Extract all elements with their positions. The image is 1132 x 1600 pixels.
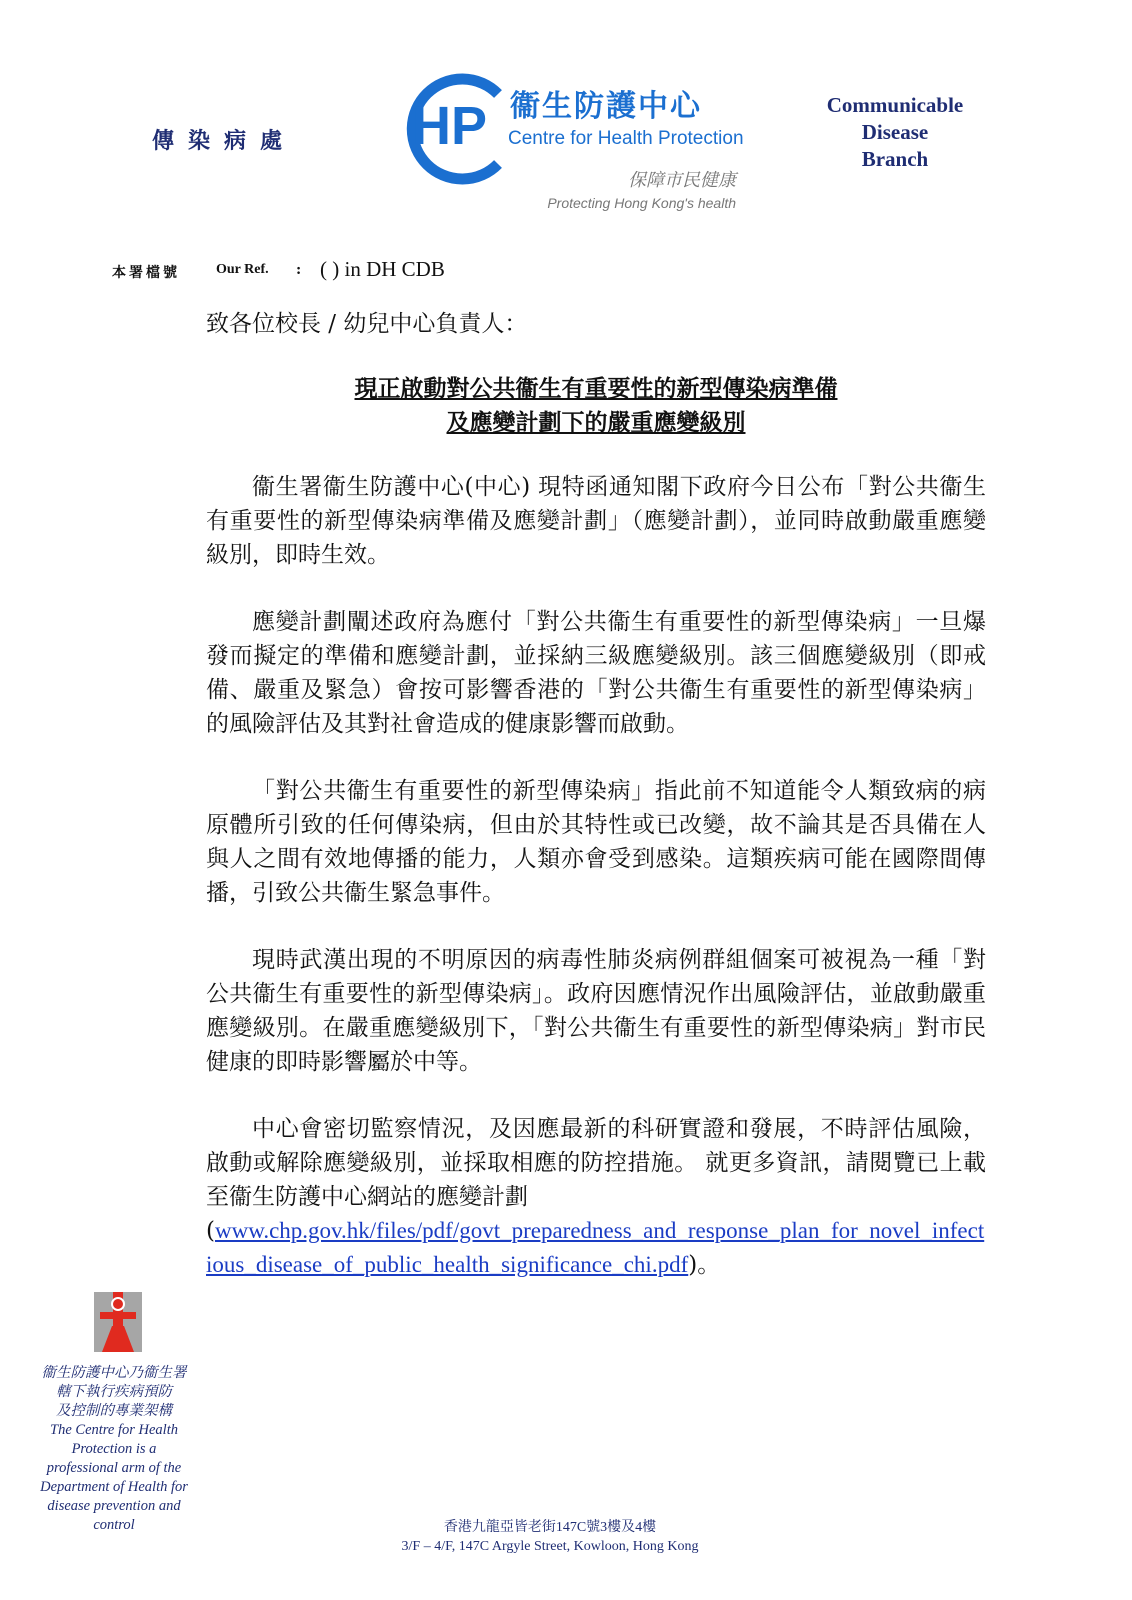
link-close: )。: [688, 1252, 721, 1278]
ref-colon: :: [296, 262, 302, 278]
dh-emblem-icon: [94, 1292, 142, 1352]
logo-slogan-en: Protecting Hong Kong's health: [547, 195, 736, 211]
body-paragraph: 應變計劃闡述政府為應付「對公共衞生有重要性的新型傳染病」一旦爆發而擬定的準備和應變計劃，並採納三級應變級別。該三個應變級別（即戒備、嚴重及緊急）會按可影響香港的「對公共衞生有重要性的新型傳染病」的風險評估及其對社會造成的健康影響而啟動。: [206, 609, 986, 737]
link-open: (: [206, 1218, 215, 1244]
ref-label-en: Our Ref.: [216, 262, 269, 277]
ref-value: ( ) in DH CDB: [320, 257, 445, 281]
branch-name-en: [820, 92, 970, 173]
letter-body: [206, 470, 986, 1315]
side-note-en-line: control: [93, 1517, 135, 1533]
plan-pdf-link[interactable]: www.chp.gov.hk/files/pdf/govt_preparedness_and_response_plan_for_novel_infectious_disease_of_public_health_significance_chi.pdf: [206, 1218, 985, 1277]
title-line: 及應變計劃下的嚴重應變級別: [446, 409, 746, 436]
side-note-en-line: Department of Health for: [40, 1479, 188, 1495]
side-note-en-line: professional arm of the: [46, 1460, 182, 1476]
branch-en-line: Disease: [861, 120, 929, 144]
side-note-en-line: The Centre for Health: [50, 1422, 178, 1438]
body-paragraph: 衞生署衞生防護中心(中心) 現特函通知閣下政府今日公布「對公共衞生有重要性的新型傳染病準備及應變計劃」（應變計劃），並同時啟動嚴重應變級別，即時生效。: [206, 474, 986, 568]
body-paragraph-last: [206, 1112, 986, 1282]
side-note-en-line: Protection is a: [71, 1441, 157, 1457]
logo-letters: HP: [412, 96, 488, 156]
branch-en-line: Communicable: [826, 93, 964, 117]
side-note-zh-line: 轄下執行疾病預防: [56, 1384, 172, 1400]
logo-name-en: Centre for Health Protection: [508, 128, 744, 149]
salutation: 致各位校長 / 幼兒中心負責人：: [206, 311, 528, 337]
last-paragraph-text: 中心會密切監察情況，及因應最新的科研實證和發展，不時評估風險，啟動或解除應變級別，並採取相應的防控措施。 就更多資訊，請閱覽已上載至衞生防護中心網站的應變計劃: [206, 1116, 986, 1210]
logo-name-zh: 衞生防護中心: [510, 89, 702, 124]
footer-address: [300, 1518, 800, 1556]
body-paragraph: 現時武漢出現的不明原因的病毒性肺炎病例群組個案可被視為一種「對公共衞生有重要性的新型傳染病」。政府因應情況作出風險評估，並啟動嚴重應變級別。在嚴重應變級別下，「對公共衞生有重要性的新型傳染病」對市民健康的即時影響屬於中等。: [206, 947, 986, 1075]
address-en: 3/F – 4/F, 147C Argyle Street, Kowloon, Hong Kong: [401, 1539, 699, 1554]
logo-slogan-zh: 保障市民健康: [628, 170, 736, 191]
body-paragraph: 「對公共衞生有重要性的新型傳染病」指此前不知道能令人類致病的病原體所引致的任何傳染病，但由於其特性或已改變，故不論其是否具備在人與人之間有效地傳播的能力，人類亦會受到感染。這類疾病可能在國際間傳播，引致公共衞生緊急事件。: [206, 778, 986, 906]
address-zh: 香港九龍亞皆老街147C號3樓及4樓: [443, 1520, 657, 1535]
ref-label-zh: 本署檔號: [112, 265, 180, 281]
side-note-zh-line: 及控制的專業架構: [56, 1403, 172, 1419]
branch-name-zh: 傳染病處: [152, 128, 297, 154]
side-note: [30, 1364, 198, 1535]
letter-title: [206, 372, 986, 440]
branch-en-line: Branch: [861, 147, 929, 171]
chp-logo: [400, 58, 750, 218]
title-line: 現正啟動對公共衞生有重要性的新型傳染病準備: [354, 375, 838, 402]
side-note-en-line: disease prevention and: [47, 1498, 181, 1514]
side-note-zh-line: 衞生防護中心乃衞生署: [41, 1365, 187, 1381]
